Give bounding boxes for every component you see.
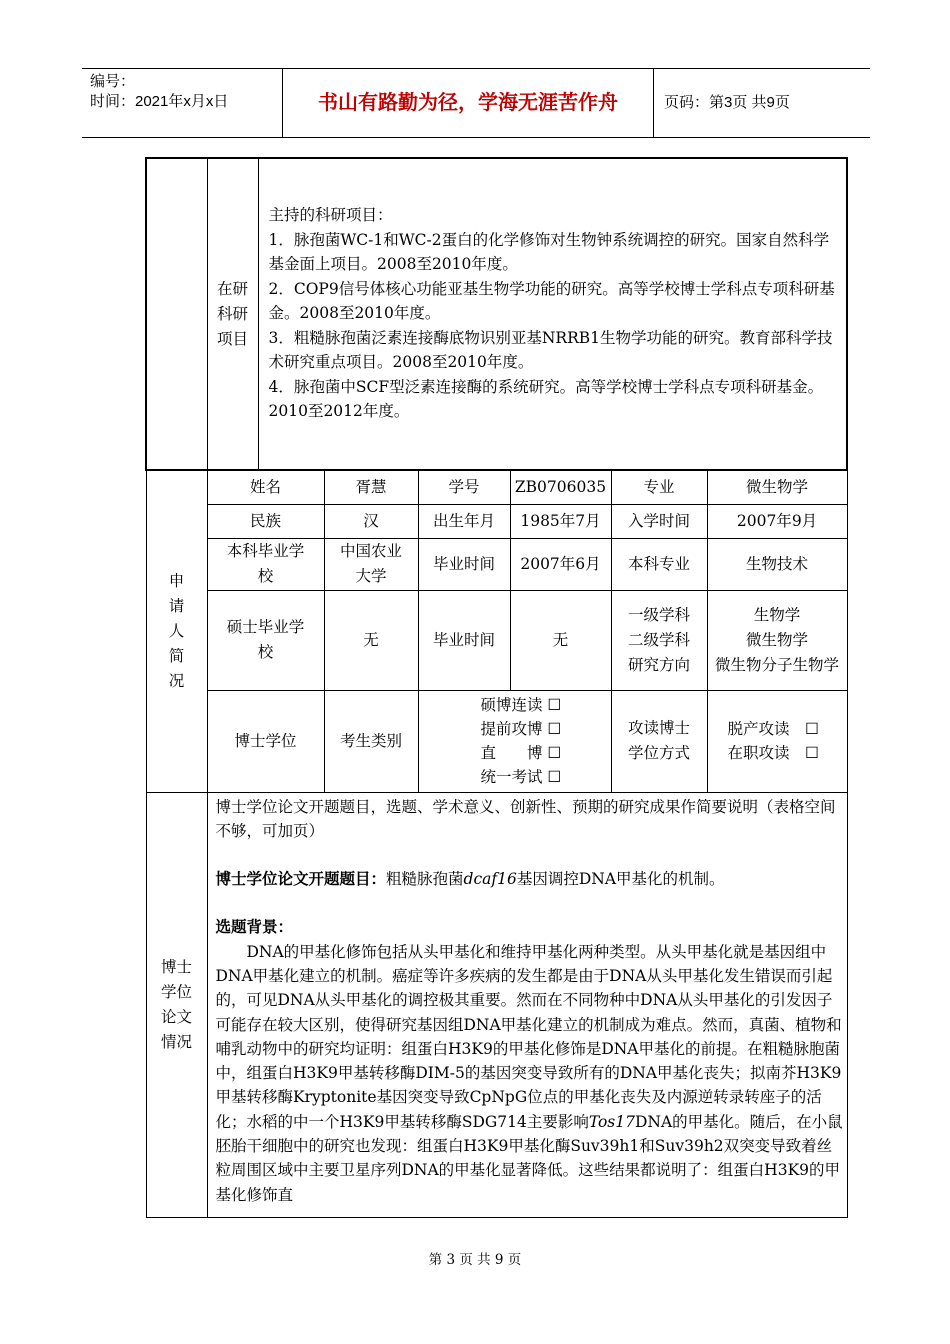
thesis-content [207, 792, 847, 1217]
header-meta [82, 69, 282, 137]
option-fulltime[interactable]: 脱产攻读 ☐ [727, 720, 819, 738]
thesis-instruction: 博士学位论文开题题目，选题、学术意义、创新性、预期的研究成果作简要说明（表格空间不够，可加页） [215, 797, 836, 840]
birth-value: 1985年7月 [510, 504, 611, 538]
applicant-row-3 [146, 538, 847, 590]
background-label: 选题背景： [215, 917, 294, 937]
project-item-4: 4．脉孢菌中SCF型泛素连接酶的系统研究。高等学校博士学科点专项科研基金。2010至2012年度。 [268, 377, 824, 420]
option-exam[interactable]: 统一考试 ☐ [480, 768, 562, 786]
applicant-row-2 [146, 504, 847, 538]
projects-blank-cell [146, 158, 207, 470]
birth-label: 出生年月 [418, 504, 510, 538]
name-label: 姓名 [207, 470, 324, 504]
master-grad-label: 毕业时间 [418, 590, 510, 690]
name-value: 胥慧 [324, 470, 418, 504]
option-direct[interactable]: 直 博 ☐ [480, 744, 562, 762]
applicant-row-4 [146, 590, 847, 690]
study-mode-options [707, 690, 847, 792]
project-item-2: 2．COP9信号体核心功能亚基生物学功能的研究。高等学校博士学科点专项科研基金。2008至2010年度。 [268, 279, 835, 322]
undergrad-grad-label: 毕业时间 [418, 538, 510, 590]
option-parttime[interactable]: 在职攻读 ☐ [727, 744, 819, 762]
time-label: 时间：2021年x月x日 [90, 93, 229, 110]
header-page-label: 页码：第3页 共9页 [664, 94, 790, 111]
ethnicity-label: 民族 [207, 504, 324, 538]
enroll-label: 入学时间 [611, 504, 707, 538]
discipline-values [707, 590, 847, 690]
application-form-table [145, 157, 848, 1218]
discipline-level1-label: 一级学科 [627, 605, 690, 624]
master-school-value: 无 [324, 590, 418, 690]
applicant-section-label: 申请人简况 [146, 470, 207, 792]
thesis-title: 博士学位论文开题题目：粗糙脉孢菌dcaf16基因调控DNA甲基化的机制。 [215, 869, 725, 889]
undergrad-major-label: 本科专业 [611, 538, 707, 590]
thesis-title-label: 博士学位论文开题题目： [215, 869, 387, 889]
projects-row [146, 158, 847, 470]
projects-content [258, 158, 847, 470]
option-successive[interactable]: 硕博连读 ☐ [480, 696, 562, 714]
option-early[interactable]: 提前攻博 ☐ [480, 720, 562, 738]
projects-intro: 主持的科研项目： [268, 206, 393, 224]
discipline-level2-value: 微生物学 [746, 630, 809, 649]
candidate-type-label: 考生类别 [324, 690, 418, 792]
major-label: 专业 [611, 470, 707, 504]
major-value: 微生物学 [707, 470, 847, 504]
discipline-labels [611, 590, 707, 690]
ethnicity-value: 汉 [324, 504, 418, 538]
project-item-1: 1．脉孢菌WC-1和WC-2蛋白的化学修饰对生物钟系统调控的研究。国家自然科学基金面上项目。2008至2010年度。 [268, 230, 830, 273]
header-motto: 书山有路勤为径，学海无涯苦作舟 [282, 69, 654, 137]
gene-name: dcaf16 [463, 870, 517, 889]
undergrad-school-label: 本科毕业学校 [207, 538, 324, 590]
study-mode-label: 攻读博士学位方式 [611, 690, 707, 792]
master-school-label: 硕士毕业学校 [207, 590, 324, 690]
candidate-type-options [418, 690, 611, 792]
page-header [82, 68, 870, 138]
undergrad-school-value: 中国农业大学 [324, 538, 418, 590]
research-direction-label: 研究方向 [627, 655, 690, 674]
student-id-label: 学号 [418, 470, 510, 504]
project-item-3: 3．粗糙脉孢菌泛素连接酶底物识别亚基NRRB1生物学功能的研究。教育部科学技术研究重点项目。2008至2010年度。 [268, 328, 833, 371]
thesis-section-label: 博士学位论文情况 [146, 792, 207, 1217]
enroll-value: 2007年9月 [707, 504, 847, 538]
number-label: 编号： [90, 73, 136, 90]
discipline-level1-value: 生物学 [753, 605, 801, 624]
applicant-row-5 [146, 690, 847, 792]
master-grad-value: 无 [510, 590, 611, 690]
undergrad-grad-value: 2007年6月 [510, 538, 611, 590]
undergrad-major-value: 生物技术 [707, 538, 847, 590]
thesis-row [146, 792, 847, 1217]
discipline-level2-label: 二级学科 [627, 630, 690, 649]
page-footer: 第 3 页 共 9 页 [428, 1252, 522, 1268]
research-direction-value: 微生物分子生物学 [715, 655, 840, 674]
phd-degree-label: 博士学位 [207, 690, 324, 792]
applicant-row-1 [146, 470, 847, 504]
background-text: DNA的甲基化修饰包括从头甲基化和维持甲基化两种类型。从头甲基化就是基因组中DNA甲基化建立的机制。癌症等许多疾病的发生都是由于DNA从头甲基化发生错误而引起的，可见DNA从头甲基化的调控极其重要。然而在不同物种中DNA从头甲基化的引发因子可能存在较大区别，使得研究基因组DNA甲基化建立的机制成为难点。然而，真菌、植物和哺乳动物中的研究均证明：组蛋白H3K9的甲基化修饰是DNA甲基化的前提。在粗糙脉胞菌中，组蛋白H3K9甲基转移酶DIM-5的基因突变导致所有的DNA甲基化丧失；拟南芥H3K9甲基转移酶Kryptonite基因突变导致CpNpG位点的甲基化丧失及内源逆转录转座子的活化；水稻的中一个H3K9甲基转移酶SDG714主要影响Tos17DNA的甲基化。随后，在小鼠胚胎干细胞中的研究也发现：组蛋白H3K9甲基化酶Suv39h1和Suv39h2双突变导致着丝粒周围区域中主要卫星序列DNA的甲基化显著降低。这些结果都说明了：组蛋白H3K9的甲基化修饰直 [215, 942, 843, 1204]
student-id-value: ZB0706035 [510, 470, 611, 504]
projects-label: 在研 科研 项目 [207, 158, 258, 470]
